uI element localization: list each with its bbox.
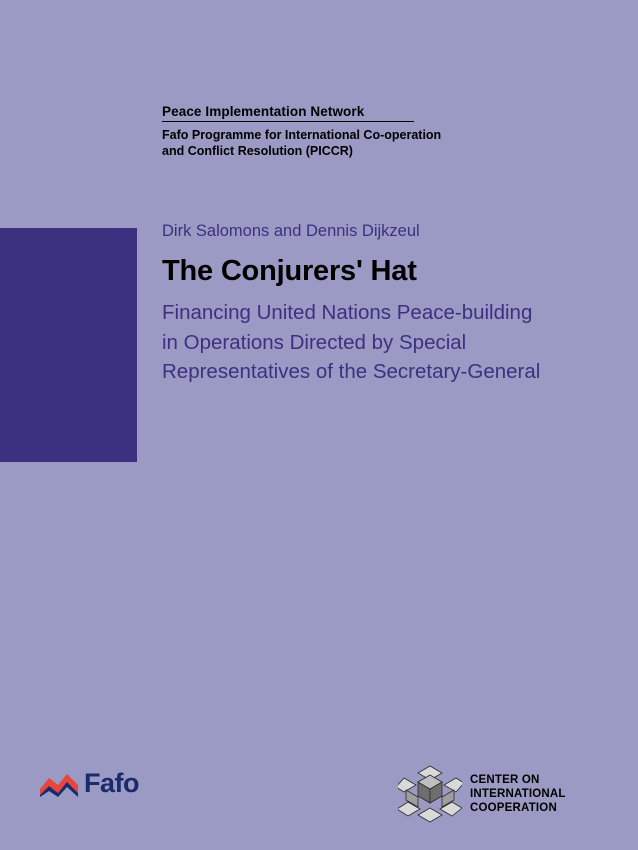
fafo-arrow-mark-icon (40, 771, 78, 797)
series-title: Peace Implementation Network (162, 104, 414, 122)
title-block (162, 222, 612, 387)
subtitle (162, 298, 612, 387)
programme-line-1: Fafo Programme for International Co-operation (162, 128, 442, 142)
subtitle-line-3: Representatives of the Secretary-General (162, 360, 541, 384)
cic-line-1: CENTER ON (470, 773, 540, 786)
cic-logo (398, 762, 566, 826)
publisher-header (162, 104, 502, 159)
cic-line-3: COOPERATION (470, 802, 557, 814)
programme-name (162, 128, 502, 159)
programme-line-2: and Conflict Resolution (PICCR) (162, 143, 353, 158)
fafo-wordmark: Fafo (84, 768, 139, 798)
cic-cube-mark-icon (398, 762, 462, 826)
fafo-logo (40, 770, 139, 797)
accent-color-block (0, 228, 137, 462)
subtitle-line-1: Financing United Nations Peace-building (162, 301, 533, 324)
page-title: The Conjurers' Hat (162, 255, 417, 287)
cic-wordmark (470, 773, 566, 815)
authors: Dirk Salomons and Dennis Dijkzeul (162, 222, 420, 240)
cic-line-2: INTERNATIONAL (470, 787, 566, 800)
subtitle-line-2: in Operations Directed by Special (162, 330, 467, 354)
